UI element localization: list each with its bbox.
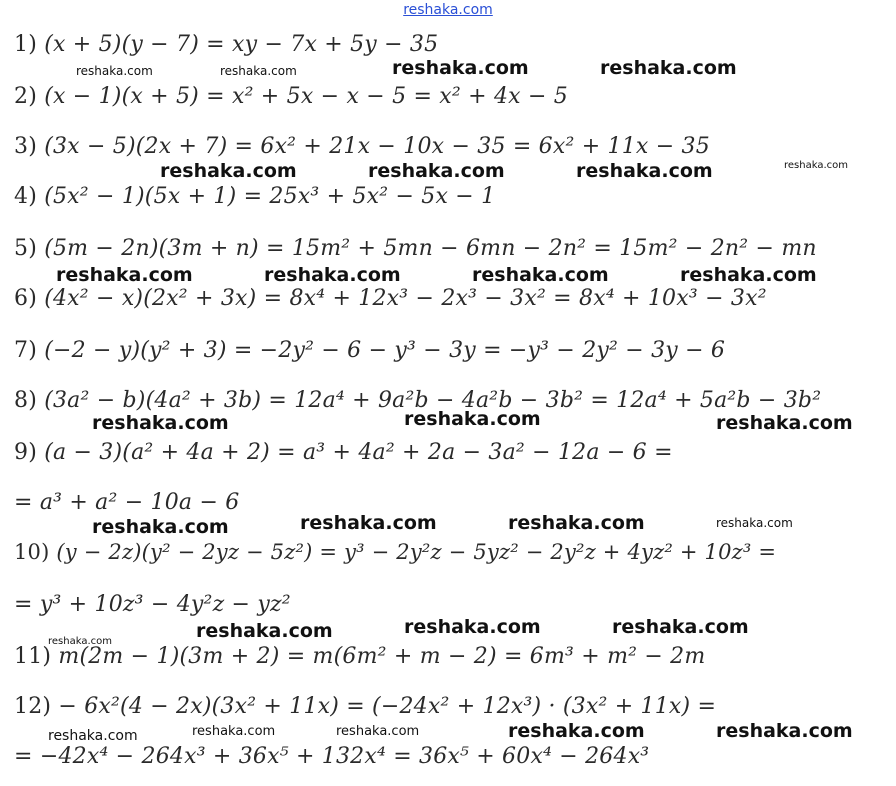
line-expression: (x − 1)(x + 5) = x² + 5x − x − 5 = x² + 4x − 5: [44, 84, 568, 109]
line-number: 11): [14, 644, 52, 669]
line-expression: = a³ + a² − 10a − 6: [14, 490, 240, 515]
watermark: reshaka.com: [680, 264, 817, 286]
watermark: reshaka.com: [392, 57, 529, 79]
watermark: reshaka.com: [192, 724, 276, 739]
equation-line-9-cont: [14, 490, 239, 515]
watermark: reshaka.com: [56, 264, 193, 286]
equation-line-3: [14, 134, 710, 159]
line-expression: (−2 − y)(y² + 3) = −2y² − 6 − y³ − 3y = −y³ − 2y² − 3y − 6: [44, 338, 726, 363]
line-number: 1): [14, 32, 37, 57]
watermark: reshaka.com: [220, 64, 297, 78]
watermark: reshaka.com: [48, 636, 112, 647]
line-number: 4): [14, 184, 37, 209]
line-expression: = y³ + 10z³ − 4y²z − yz²: [14, 592, 291, 617]
equation-line-1: [14, 32, 438, 57]
line-number: 10): [14, 540, 50, 564]
watermark: reshaka.com: [576, 160, 713, 182]
watermark: reshaka.com: [600, 57, 737, 79]
line-expression: (a − 3)(a² + 4a + 2) = a³ + 4a² + 2a − 3a² − 12a − 6 =: [44, 440, 673, 465]
equation-line-4: [14, 184, 495, 209]
line-expression: (y − 2z)(y² − 2yz − 5z²) = y³ − 2y²z − 5yz² − 2y²z + 4yz² + 10z³ =: [56, 540, 777, 564]
line-number: 9): [14, 440, 37, 465]
watermark: reshaka.com: [300, 512, 437, 534]
line-expression: − 6x²(4 − 2x)(3x² + 11x) = (−24x² + 12x³) · (3x² + 11x) =: [58, 694, 717, 719]
line-expression: = −42x⁴ − 264x³ + 36x⁵ + 132x⁴ = 36x⁵ + 60x⁴ − 264x³: [14, 744, 650, 769]
watermark: reshaka.com: [784, 160, 848, 171]
line-expression: (5x² − 1)(5x + 1) = 25x³ + 5x² − 5x − 1: [44, 184, 496, 209]
equation-line-5: [14, 236, 817, 261]
watermark: reshaka.com: [48, 728, 138, 744]
watermark: reshaka.com: [368, 160, 505, 182]
equation-line-11: [14, 644, 705, 669]
line-number: 3): [14, 134, 37, 159]
equation-line-2: [14, 84, 568, 109]
watermark: reshaka.com: [404, 408, 541, 430]
watermark: reshaka.com: [508, 512, 645, 534]
line-number: 5): [14, 236, 37, 261]
watermark: reshaka.com: [160, 160, 297, 182]
line-expression: (x + 5)(y − 7) = xy − 7x + 5y − 35: [44, 32, 439, 57]
watermark: reshaka.com: [472, 264, 609, 286]
line-number: 6): [14, 286, 37, 311]
watermark: reshaka.com: [92, 516, 229, 538]
equation-line-9: [14, 440, 673, 465]
watermark: reshaka.com: [716, 412, 853, 434]
watermark: reshaka.com: [196, 620, 333, 642]
line-number: 2): [14, 84, 37, 109]
line-expression: (5m − 2n)(3m + n) = 15m² + 5mn − 6mn − 2n² = 15m² − 2n² − mn: [44, 236, 817, 261]
equation-line-10: [14, 540, 776, 564]
watermark: reshaka.com: [612, 616, 749, 638]
equation-line-6: [14, 286, 767, 311]
header-site-link[interactable]: reshaka.com: [403, 2, 493, 18]
watermark: reshaka.com: [508, 720, 645, 742]
watermark: reshaka.com: [264, 264, 401, 286]
watermark: reshaka.com: [404, 616, 541, 638]
line-number: 8): [14, 388, 37, 413]
line-expression: (3x − 5)(2x + 7) = 6x² + 21x − 10x − 35 = 6x² + 11x − 35: [44, 134, 710, 159]
line-expression: (3a² − b)(4a² + 3b) = 12a⁴ + 9a²b − 4a²b − 3b² = 12a⁴ + 5a²b − 3b²: [44, 388, 822, 413]
line-expression: (4x² − x)(2x² + 3x) = 8x⁴ + 12x³ − 2x³ − 3x² = 8x⁴ + 10x³ − 3x²: [44, 286, 767, 311]
watermark: reshaka.com: [716, 720, 853, 742]
watermark: reshaka.com: [716, 516, 793, 530]
equation-line-7: [14, 338, 725, 363]
equation-line-12-cont: [14, 744, 649, 769]
equation-line-10-cont: [14, 592, 291, 617]
equation-line-12: [14, 694, 716, 719]
line-expression: m(2m − 1)(3m + 2) = m(6m² + m − 2) = 6m³ + m² − 2m: [58, 644, 706, 669]
watermark: reshaka.com: [92, 412, 229, 434]
watermark: reshaka.com: [336, 724, 420, 739]
watermark: reshaka.com: [76, 64, 153, 78]
line-number: 7): [14, 338, 37, 363]
line-number: 12): [14, 694, 52, 719]
